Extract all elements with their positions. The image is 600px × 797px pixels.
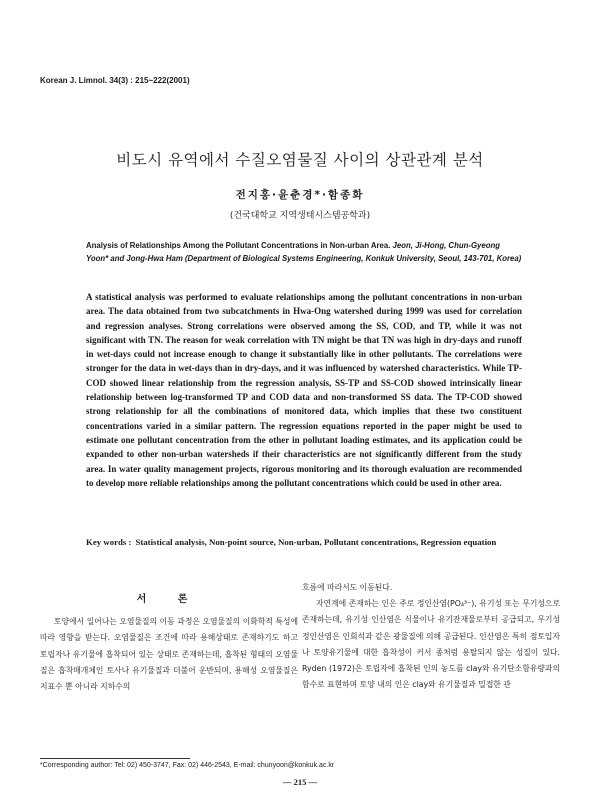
keywords-block	[86, 535, 522, 549]
english-title: Analysis of Relationships Among the Pollutant Concentrations in Non-urban Area.	[86, 241, 391, 250]
left-column	[40, 580, 298, 695]
section-heading-introduction: 서 론	[136, 594, 202, 605]
right-paragraph-continued: 흐름에 따라서도 이동된다.	[302, 583, 393, 592]
page-number: — 215 —	[283, 777, 317, 787]
journal-header: Korean J. Limnol. 34(3) : 215~222(2001)	[40, 76, 190, 85]
english-title-block	[86, 239, 522, 265]
right-column	[302, 580, 560, 693]
corresponding-author-footnote: *Corresponding author: Tel: 02) 450-3747, Fax: 02) 446-2543, E-mail: chunyoon@konkuk.ac.kr	[40, 762, 335, 769]
author-list-korean: 전지홍·윤춘경*·함종화	[235, 189, 365, 201]
right-paragraph-phosphorus: 자연계에 존재하는 인은 주로 정인산염(PO₄³⁻), 유기성 또는 무기성으로 존재하는데, 유기성 인산염은 식물이나 유기잔재물로부터 공급되고, 무기성 정인산염은 인회석과 같은 광물질에 의해 공급된다. 인산염은 특히 점토입자나 토양유기물에 대한 흡착성이 커서 종처럼 용탈되지 않는 성질이 있다. Ryden (1972)은 토립자에 흡착된 인의 농도를 clay와 유기탄소함유량과의 함수로 표현하며 토양 내의 인은 clay와 유기물질과 밀접한 관	[302, 599, 560, 690]
footnote-divider	[40, 758, 190, 759]
keywords-text: Statistical analysis, Non-point source, Non-urban, Pollutant concentrations, Regression equation	[135, 537, 497, 547]
keywords-label: Key words :	[86, 537, 132, 547]
english-authors-affiliation: Jeon, Ji-Hong, Chun-Gyeong Yoon* and Jong-Hwa Ham (Department of Biological Systems Engineering, Konkuk University, Seoul, 143-701, Korea)	[86, 241, 522, 264]
paper-title-korean: 비도시 유역에서 수질오염물질 사이의 상관관계 분석	[116, 151, 484, 169]
abstract: A statistical analysis was performed to evaluate relationships among the pollutant concentrations in non-urban area. The data obtained from two subcatchments in Hwa-Ong watershed during 1999 was used for correlation and regression analyses. Strong correlations were observed among the SS, COD, and TP, while it was not significant with TN. The reason for weak correlation with TN might be that TN was high in dry-days and runoff in wet-days could not increase enough to change it substantially like in other pollutants. The correlations were stronger for the data in wet-days than in dry-days, and it was influenced by watershed characteristics. While TP-COD showed linear relationship from the regression analysis, SS-TP and SS-COD showed intrinsically linear relationship between log-transformed TP and COD data and non-transformed SS data. The TP-COD showed strong relationship for all the combinations of monitored data, which implies that these two constituent concentrations varied in a similar pattern. The regression equations reported in the paper might be used to estimate one pollutant concentration from the other in pollutant loading estimates, and its application could be expanded to other non-urban watersheds if their characteristics are not significantly different from the study area. In water quality management projects, rigorous monitoring and its thorough evaluation are recommended to develop more reliable relationships among the pollutant concentrations which could be used in other area.	[86, 292, 522, 488]
affiliation-korean: (건국대학교 지역생태시스템공학과)	[229, 211, 371, 221]
intro-paragraph: 토양에서 일어나는 오염물질의 이동 과정은 오염물질의 이화학적 특성에 따라 영향을 받는다. 오염물질은 조건에 따라 용해상태로 존재하기도 하고 토립자나 유기물에 흡착되어 있는 상태로 존재하는데, 흡착된 형태의 오염물질은 흡착매개체인 토사나 유기물질과 더불어 운반되며, 용해성 오염물질은 지표수 뿐 아니라 지하수의	[40, 617, 298, 692]
